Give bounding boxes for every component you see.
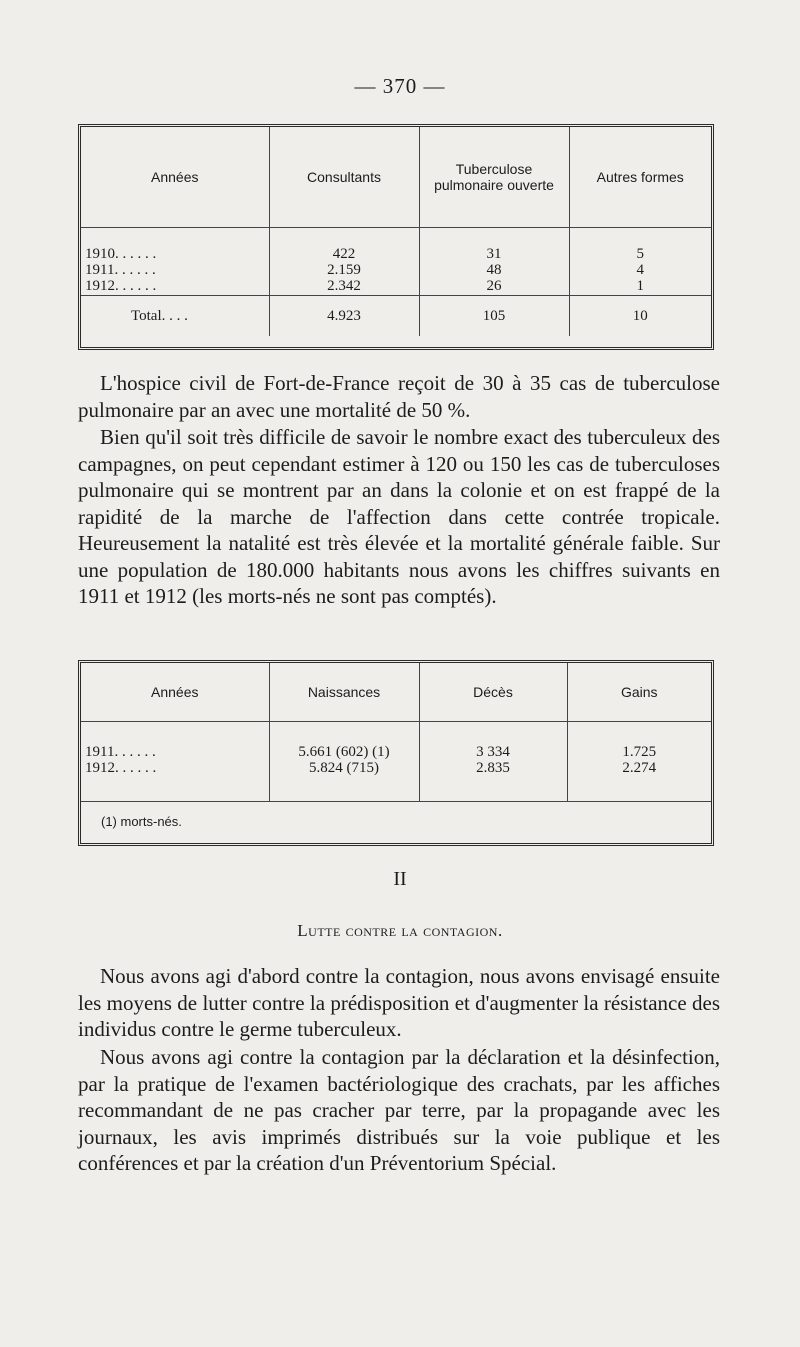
tuberculose-cell: 26 — [486, 278, 502, 294]
consultants-table — [78, 124, 714, 350]
consultants-cell: 2.159 — [327, 262, 361, 278]
paragraph-mesures: Nous avons agi contre la contagion par la déclaration et la désinfection, par la pratique de l'examen bactériologique des crachats, par les affiches recommandant de ne pas cracher par terre, par la propagande avec les journaux, les avis imprimés distribués sur la voie publique et les conférences et par la création d'un Préventorium Spécial. — [78, 1045, 720, 1175]
autres-formes-cell: 4 — [636, 262, 644, 278]
year-cell: 1912. . . . . . — [85, 760, 157, 776]
total-label: Total. . . . — [81, 296, 269, 337]
table-footnote: (1) morts-nés. — [81, 802, 711, 843]
naissances-column — [269, 722, 419, 802]
tuberculose-cell: 48 — [486, 262, 502, 278]
section-title: Lutte contre la contagion. — [297, 921, 503, 940]
header-tuberculose: Tuberculose pulmonaire ouverte — [419, 127, 569, 228]
year-cell: 1911. . . . . . — [85, 262, 156, 278]
autres-formes-cell: 5 — [636, 246, 644, 262]
naissances-cell: 5.661 (602) (1) — [298, 744, 390, 760]
gains-cell: 1.725 — [622, 744, 657, 760]
page-number: — 370 — — [354, 74, 446, 98]
header-autres-formes: Autres formes — [569, 127, 711, 228]
consultants-cell: 2.342 — [327, 278, 361, 294]
tuberculose-column — [419, 228, 569, 296]
total-tuberculose: 105 — [419, 296, 569, 337]
header-annees: Années — [81, 127, 269, 228]
natalite-table — [78, 660, 714, 846]
header-gains: Gains — [567, 663, 711, 722]
deces-column — [419, 722, 567, 802]
autres-formes-column — [569, 228, 711, 296]
tuberculose-cell: 31 — [486, 246, 502, 262]
gains-cell: 2.274 — [622, 760, 657, 776]
consultants-cell: 422 — [332, 246, 356, 262]
autres-formes-cell: 1 — [636, 278, 644, 294]
deces-cell: 2.835 — [476, 760, 510, 776]
paragraph-contagion: Nous avons agi d'abord contre la contagion, nous avons envisagé ensuite les moyens de lutter contre la prédisposition et d'augmenter la résistance des individus contre le germe tuberculeux. — [78, 964, 720, 1041]
total-autres-formes: 10 — [569, 296, 711, 337]
years-column — [81, 228, 269, 296]
header-deces: Décès — [419, 663, 567, 722]
year-cell: 1910. . . . . . — [85, 246, 157, 262]
header-consultants: Consultants — [269, 127, 419, 228]
deces-cell: 3 334 — [476, 744, 510, 760]
header-naissances: Naissances — [269, 663, 419, 722]
paragraph-hospice: L'hospice civil de Fort-de-France reçoit de 30 à 35 cas de tuberculose pulmonaire par an avec une mortalité de 50 %. — [78, 371, 720, 422]
consultants-column — [269, 228, 419, 296]
year-cell: 1912. . . . . . — [85, 278, 157, 294]
paragraph-campagnes: Bien qu'il soit très difficile de savoir le nombre exact des tuberculeux des campagnes, on peut cependant estimer à 120 ou 150 les cas de tuberculoses pulmonaire qui se montrent par an dans la colonie et on est frappé de la rapidité de la marche de l'affection dans cette contrée tropicale. Heureusement la natalité est très élevée et la mortalité générale faible. Sur une population de 180.000 habitants nous avons les chiffres suivants en 1911 et 1912 (les morts-nés ne sont pas comptés). — [78, 425, 720, 608]
naissances-cell: 5.824 (715) — [309, 760, 379, 776]
years-column — [81, 722, 269, 802]
header-annees: Années — [81, 663, 269, 722]
section-number: II — [393, 868, 407, 890]
year-cell: 1911. . . . . . — [85, 744, 156, 760]
total-consultants: 4.923 — [269, 296, 419, 337]
gains-column — [567, 722, 711, 802]
